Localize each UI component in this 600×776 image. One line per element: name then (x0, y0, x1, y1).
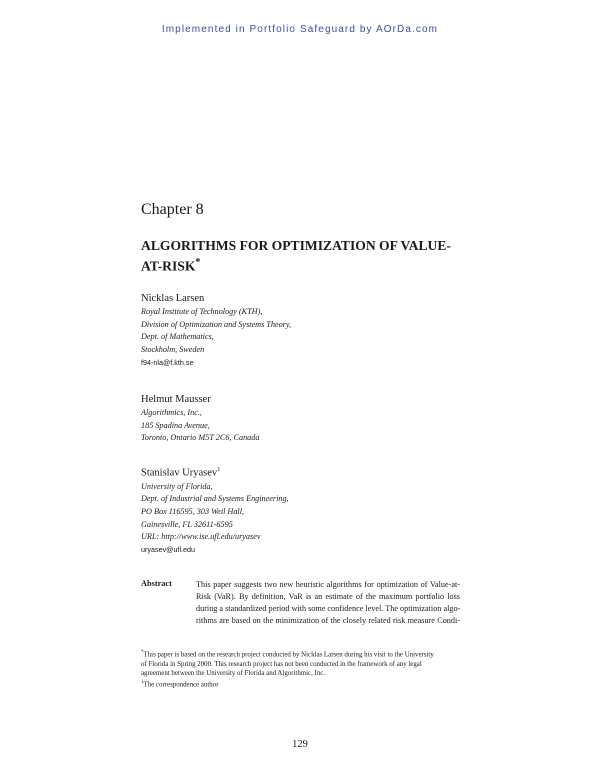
author-name: Helmut Mausser (141, 394, 211, 405)
footnote-line (141, 648, 463, 660)
title-line-2-text: AT-RISK (141, 258, 196, 274)
title-footnote-marker: * (195, 257, 201, 268)
author-block-mausser (141, 393, 259, 445)
author-name (141, 463, 289, 480)
page-number: 129 (292, 739, 308, 750)
affiliation-line: Royal Institute of Technology (KTH), (141, 307, 263, 316)
footnote-one-marker: 1 (141, 679, 144, 685)
affiliation-line: Algorithmics, Inc., (141, 408, 202, 417)
footnotes (141, 648, 463, 689)
author-email-link[interactable]: f94-nla@f.kth.se (141, 357, 194, 367)
footnote-line: of Florida in Spring 2000. This research project has not been conducted in the framework of any legal (141, 660, 422, 668)
paper-title (141, 237, 471, 275)
author-url-link[interactable]: URL: http://www.ise.ufl.edu/uryasev (141, 532, 261, 542)
author-block-uryasev (141, 463, 289, 557)
affiliation-line: PO Box 116595, 303 Weil Hall, (141, 506, 245, 516)
chapter-label: Chapter 8 (141, 201, 204, 218)
abstract-line: Risk (VaR). By definition, VaR is an estimate of the maximum portfolio loss (196, 592, 460, 601)
affiliation-line: Division of Optimization and Systems Theory, (141, 319, 292, 329)
footnote-text: This paper is based on the research project conducted by Nicklas Larsen during his visit to the University (143, 651, 434, 659)
author-name: Nicklas Larsen (141, 293, 205, 304)
affiliation-line: Gainesville, FL 32611-6595 (141, 519, 233, 529)
author-footnote-marker: 1 (217, 466, 221, 473)
affiliation-line: University of Florida, (141, 481, 213, 491)
affiliation-line: Dept. of Mathematics, (141, 332, 214, 342)
abstract-line: during a standardized period with some confidence level. The optimization algo- (196, 604, 461, 613)
abstract-line: rithms are based on the minimization of the closely related risk measure Condi- (196, 616, 460, 625)
footnote-star-marker: * (141, 650, 144, 655)
author-block-larsen (141, 292, 291, 370)
affiliation-line: Dept. of Industrial and Systems Engineering, (141, 494, 289, 504)
affiliation-line: Toronto, Ontario M5T 2C6, Canada (141, 433, 260, 443)
affiliation-line: Stockholm, Sweden (141, 345, 205, 355)
abstract-line: This paper suggests two new heuristic algorithms for optimization of Value-at- (196, 580, 460, 589)
footnote-line (141, 678, 463, 690)
author-name-text: Stanislav Uryasev (141, 467, 218, 479)
abstract-text (196, 579, 460, 627)
portfolio-safeguard-banner-link[interactable]: Implemented in Portfolio Safeguard by AOrDa.com (161, 24, 439, 35)
affiliation-line: 185 Spadina Avenue, (141, 420, 210, 430)
abstract-label: Abstract (141, 579, 172, 588)
author-email-link[interactable]: uryasev@ufl.edu (141, 545, 196, 555)
footnote-line: agreement between the University of Florida and Algorithmic, Inc. (141, 669, 326, 677)
title-line-1: ALGORITHMS FOR OPTIMIZATION OF VALUE- (141, 238, 451, 253)
title-line-2 (141, 254, 471, 275)
footnote-text: The correspondence author (143, 681, 219, 689)
